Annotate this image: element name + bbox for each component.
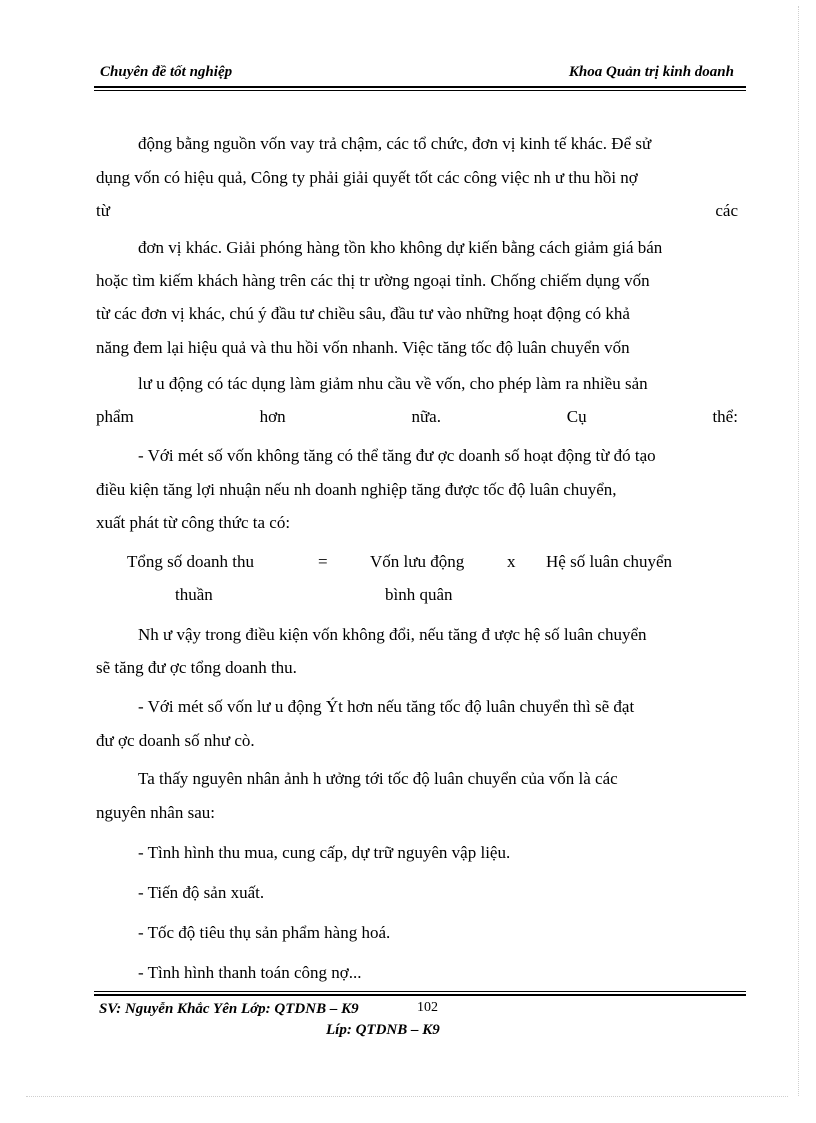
text-line [96,407,738,427]
text-line [96,201,738,221]
header-rule-thick [94,86,746,88]
word: các [715,201,738,220]
word: phẩm [96,407,134,426]
text-line: điều kiện tăng lợi nhuận nếu nh doanh nghiệp tăng được tốc độ luân chuyển, [96,480,617,499]
header-right: Khoa Quản trị kinh doanh [568,64,734,80]
text-line: lư u động có tác dụng làm giảm nhu cầu về vốn, cho phép làm ra nhiều sản [138,374,648,393]
list-item: - Tốc độ tiêu thụ sản phẩm hàng hoá. [138,923,391,942]
page-number: 102 [417,1000,438,1015]
text-line: - Với mét số vốn không tăng có thể tăng đư ợc doanh số hoạt động từ đó tạo [138,446,656,465]
text-line: Ta thấy nguyên nhân ảnh h ưởng tới tốc độ luân chuyển của vốn là các [138,769,618,788]
list-item: - Tiến độ sản xuất. [138,883,265,902]
formula-lhs: Tổng số doanh thu [127,552,255,571]
formula-middle-cont: bình quân [385,585,453,604]
list-item: - Tình hình thu mua, cung cấp, dự trữ nguyên vập liệu. [138,843,511,862]
footer-class: Líp: QTDNB – K9 [326,1022,440,1038]
text-line: nguyên nhân sau: [96,803,215,822]
footer-rule-thin [94,991,746,992]
text-line: đư ợc doanh số như cò. [96,731,255,750]
text-line: Nh ư vậy trong điều kiện vốn không đổi, nếu tăng đ ược hệ số luân chuyển [138,625,647,644]
word: hơn [259,407,286,426]
word: nữa. [411,407,441,426]
text-line: dụng vốn có hiệu quả, Công ty phải giải quyết tốt các công việc nh ư thu hồi nợ [96,168,638,187]
text-line: động bằng nguồn vốn vay trả chậm, các tổ chức, đơn vị kinh tế khác. Để sử [138,134,652,153]
footer-rule-thick [94,994,746,996]
word: thể: [712,407,738,426]
formula-rhs: Hệ số luân chuyển [546,552,673,571]
formula-equals: = [318,552,328,571]
header-left: Chuyên đề tốt nghiệp [100,64,233,80]
formula-middle: Vốn lưu động [370,552,465,571]
text-line: hoặc tìm kiếm khách hàng trên các thị tr ường ngoại tỉnh. Chống chiếm dụng vốn [96,271,650,290]
word: từ [96,201,110,220]
formula-lhs-cont: thuần [175,585,213,604]
text-line: từ các đơn vị khác, chú ý đầu tư chiều sâu, đầu tư vào những hoạt động có khả [96,304,630,323]
text-line: sẽ tăng đư ợc tổng doanh thu. [96,658,297,677]
footer-student: SV: Nguyễn Khắc Yên Lớp: QTDNB – K9 [99,1001,359,1017]
list-item: - Tình hình thanh toán công nợ... [138,963,362,982]
page-edge-bottom [26,1096,788,1097]
text-line: xuất phát từ công thức ta có: [96,513,291,532]
header-rule-thin [94,90,746,91]
formula-multiply: x [507,552,516,571]
text-line: đơn vị khác. Giải phóng hàng tồn kho không dự kiến bằng cách giảm giá bán [138,238,663,257]
word: Cụ [566,407,587,426]
text-line: năng đem lại hiệu quả và thu hồi vốn nhanh. Việc tăng tốc độ luân chuyển vốn [96,338,630,357]
page-edge-right [798,6,799,1096]
text-line: - Với mét số vốn lư u động Ýt hơn nếu tăng tốc độ luân chuyển thì sẽ đạt [138,697,635,716]
